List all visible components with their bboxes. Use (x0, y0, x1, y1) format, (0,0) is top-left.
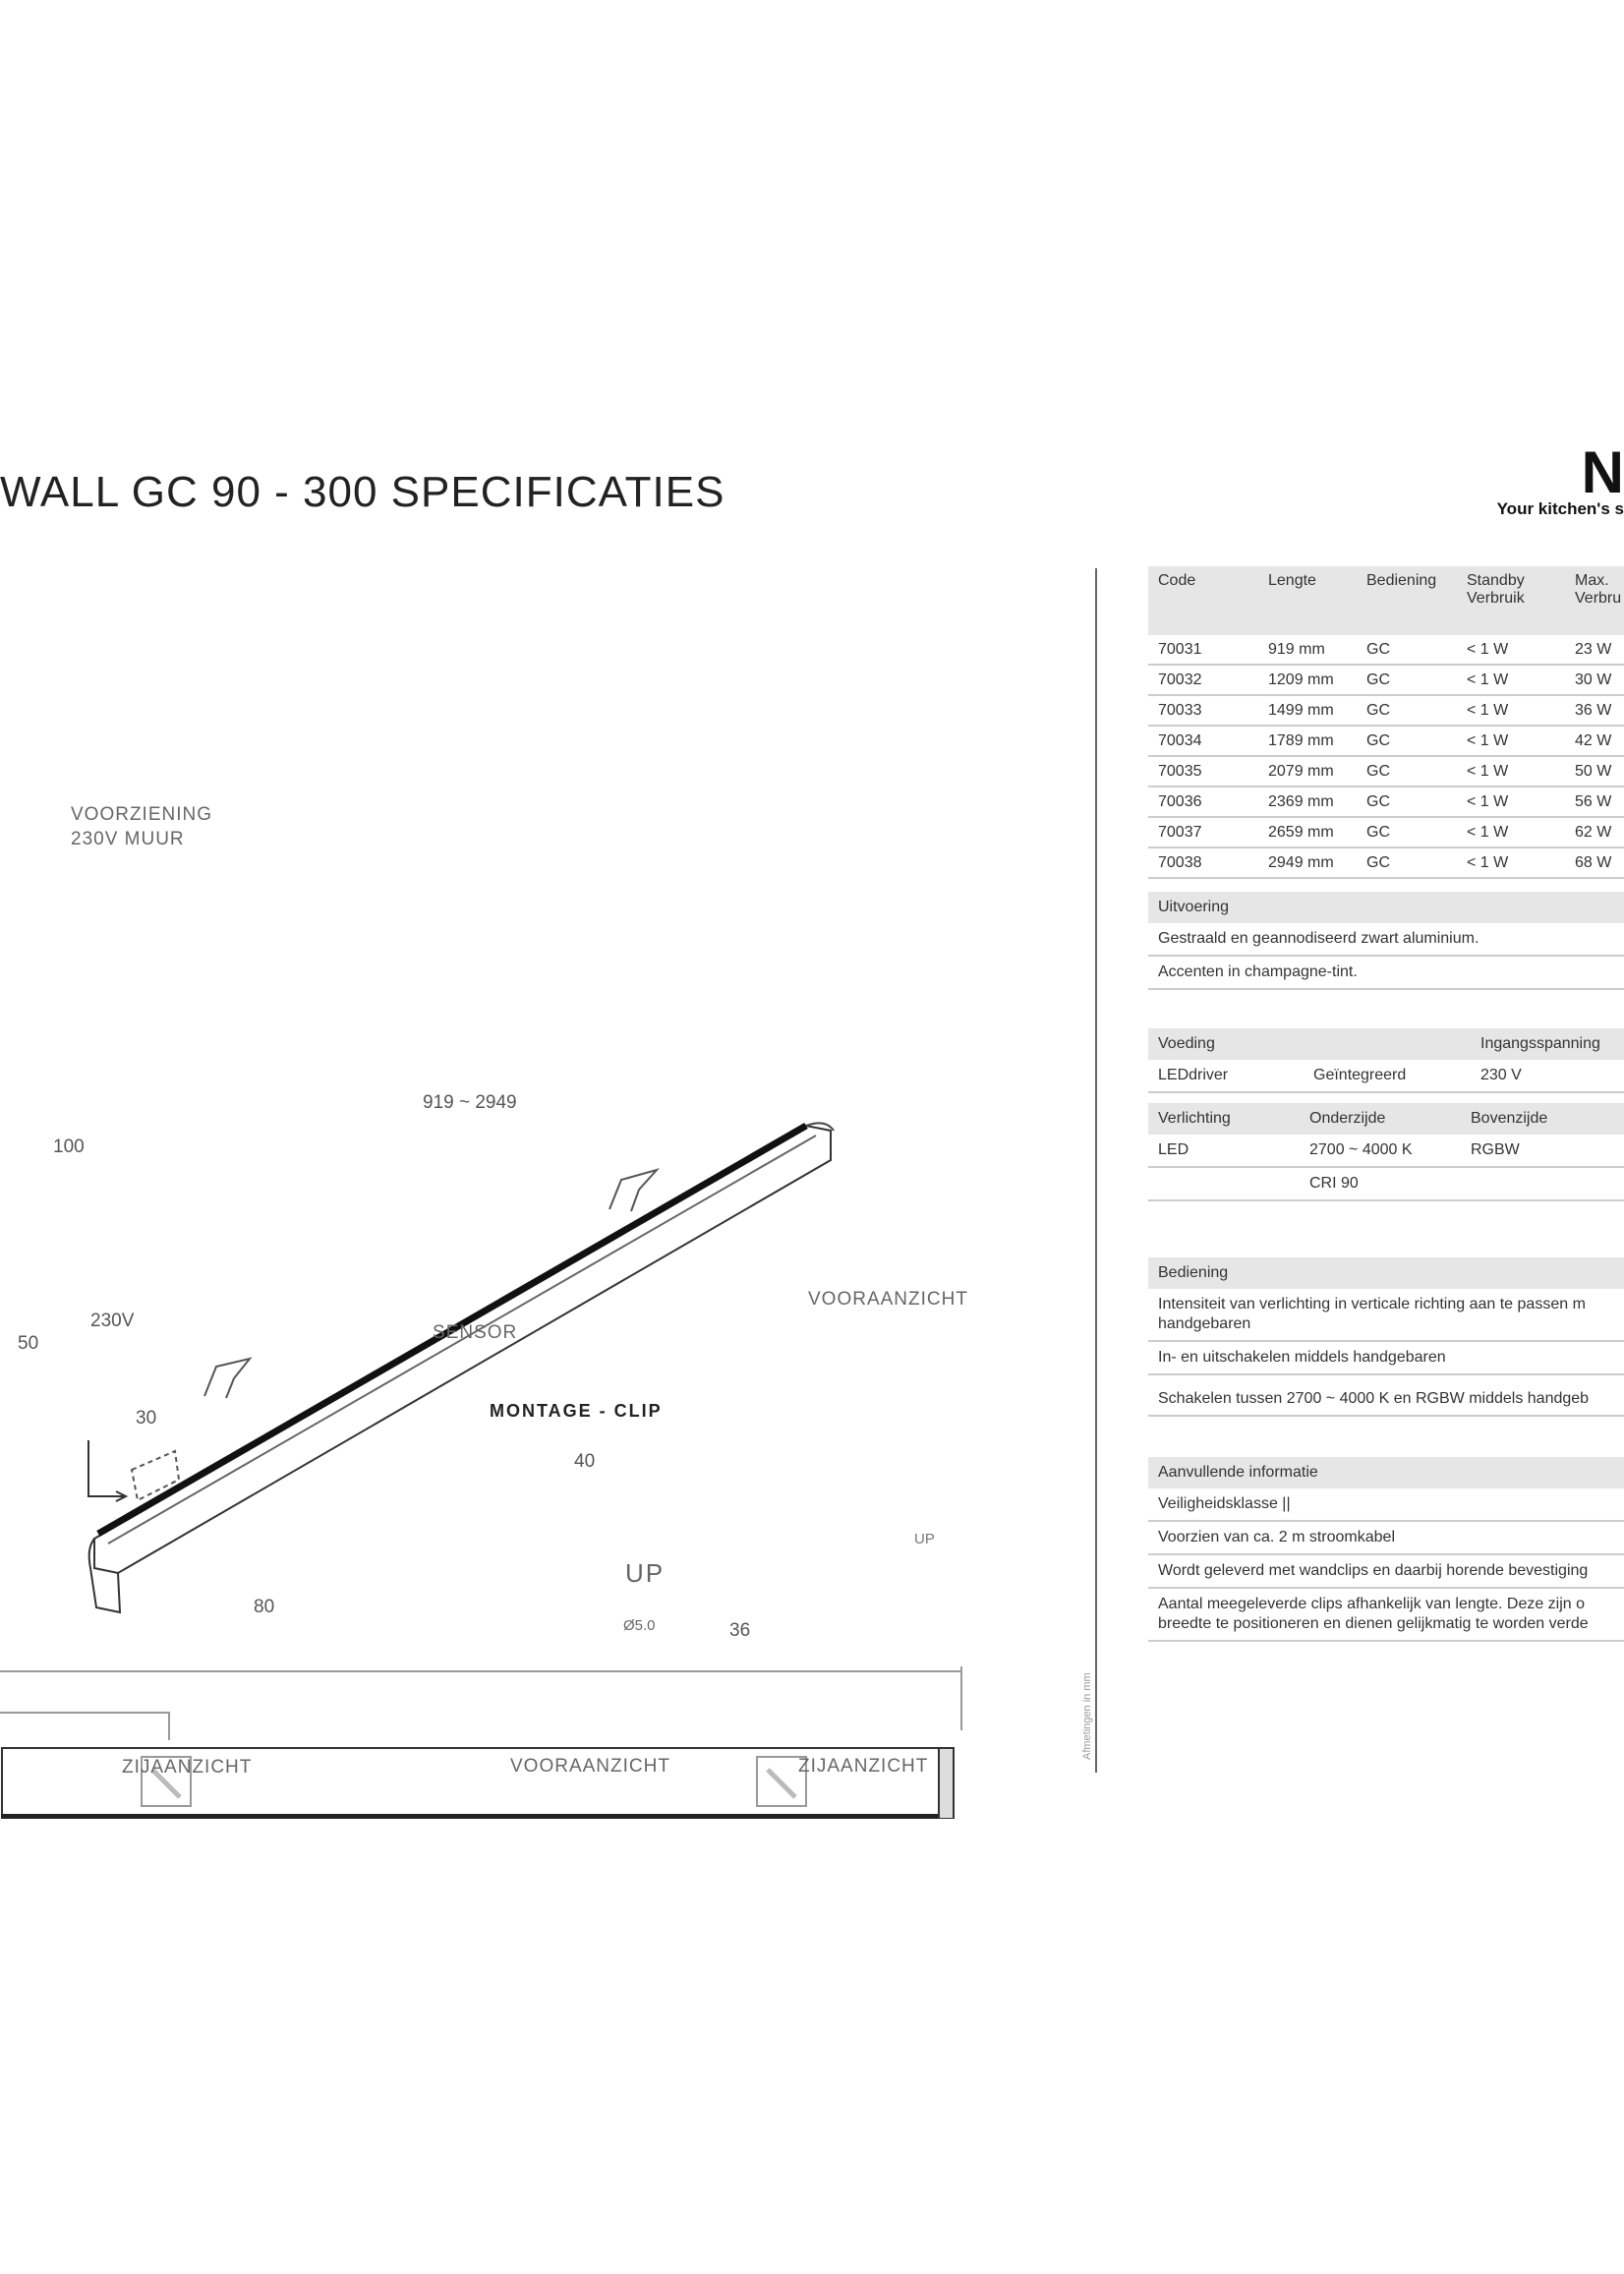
table-row (1148, 787, 1624, 817)
iso-light-bar (89, 1123, 834, 1612)
iso-label-line2: 230V MUUR (71, 829, 185, 849)
spec-table-panel (1148, 566, 1624, 879)
section-row (1148, 1135, 1624, 1168)
table-cell: 2659 mm (1258, 817, 1357, 847)
technical-drawing (0, 551, 983, 1819)
units-note: Afmetingen in mm (1081, 1672, 1093, 1760)
clip-hole-label: Ø5.0 (623, 1617, 656, 1634)
table-cell: 1499 mm (1258, 695, 1357, 726)
table-cell: 70038 (1148, 847, 1258, 878)
table-row (1148, 756, 1624, 787)
cell: 2700 ~ 4000 K (1309, 1141, 1413, 1158)
table-cell: 2369 mm (1258, 787, 1357, 817)
col-header: Code (1148, 566, 1258, 635)
table-cell: 70035 (1148, 756, 1258, 787)
label-side-view: ZIJAANZICHT (122, 1757, 253, 1778)
table-cell: 70031 (1148, 635, 1258, 665)
clip-side-up-label: UP (914, 1531, 935, 1547)
section-row (1148, 1060, 1624, 1093)
section-uitvoering (1148, 892, 1624, 990)
cell: Geïntegreerd (1313, 1067, 1407, 1083)
section-header-verlichting (1148, 1103, 1624, 1135)
table-cell: 56 W (1565, 787, 1624, 817)
table-cell: < 1 W (1457, 665, 1565, 695)
table-cell: < 1 W (1457, 635, 1565, 665)
table-cell: < 1 W (1457, 726, 1565, 756)
table-cell: GC (1357, 847, 1457, 878)
dim-left-offset: 100 (53, 1137, 85, 1157)
section-row: Schakelen tussen 2700 ~ 4000 K en RGBW middels handgeb (1148, 1383, 1624, 1417)
header-cell: Voeding (1158, 1035, 1215, 1052)
section-bediening (1148, 1257, 1624, 1417)
divider-line (1095, 568, 1097, 1773)
dim-bottom-offset: 50 (18, 1333, 39, 1354)
section-row: Accenten in champagne-tint. (1148, 957, 1624, 990)
section-row: Wordt geleverd met wandclips en daarbij horende bevestiging (1148, 1555, 1624, 1589)
table-cell: 70033 (1148, 695, 1258, 726)
table-cell: 70036 (1148, 787, 1258, 817)
cell: LED (1158, 1141, 1189, 1158)
table-cell: 70032 (1148, 665, 1258, 695)
section-header (1148, 1028, 1624, 1060)
spec-table-header (1148, 566, 1624, 635)
table-row (1148, 695, 1624, 726)
table-row (1148, 665, 1624, 695)
label-230v: 230V (90, 1311, 135, 1331)
label-front-view: VOORAANZICHT (808, 1289, 968, 1310)
table-cell: 30 W (1565, 665, 1624, 695)
table-cell: 2079 mm (1258, 756, 1357, 787)
table-cell: GC (1357, 756, 1457, 787)
table-cell: 23 W (1565, 635, 1624, 665)
table-cell: 42 W (1565, 726, 1624, 756)
label-clip-front-view: VOORAANZICHT (510, 1756, 670, 1777)
col-header: Max. Verbru (1565, 566, 1624, 635)
section-header: Bediening (1148, 1257, 1624, 1289)
header-cell: Onderzijde (1309, 1110, 1386, 1127)
brand-logo: N (1581, 439, 1624, 505)
table-row (1148, 817, 1624, 847)
label-clip-side-view: ZIJAANZICHT (798, 1756, 929, 1777)
table-cell: 68 W (1565, 847, 1624, 878)
brand-tagline: Your kitchen's s (1496, 499, 1624, 518)
table-cell: 70037 (1148, 817, 1258, 847)
dim-clip-width: 40 (574, 1451, 596, 1472)
page-title: WALL GC 90 - 300 SPECIFICATIES (0, 468, 725, 516)
table-cell: 50 W (1565, 756, 1624, 787)
spec-table (1148, 566, 1624, 879)
iso-label-line1: VOORZIENING (71, 804, 213, 825)
section-row: Aantal meegeleverde clips afhankelijk van lengte. Deze zijn o breedte te positioneren en dienen gelijkmatig te worden verde (1148, 1589, 1624, 1642)
table-cell: GC (1357, 726, 1457, 756)
col-header: Lengte (1258, 566, 1357, 635)
table-cell: GC (1357, 787, 1457, 817)
table-cell: GC (1357, 665, 1457, 695)
section-row: Veiligheidsklasse || (1148, 1488, 1624, 1522)
col-header: Standby Verbruik (1457, 566, 1565, 635)
dim-total-length: 919 ~ 2949 (423, 1092, 517, 1113)
dim-side-width: 30 (136, 1408, 157, 1429)
cell: LEDdriver (1158, 1067, 1229, 1083)
section-row: Gestraald en geannodiseerd zwart aluminium. (1148, 923, 1624, 957)
section-aanvullend (1148, 1457, 1624, 1642)
clip-up-label: UP (625, 1558, 666, 1588)
label-sensor: SENSOR (433, 1322, 518, 1343)
table-cell: 919 mm (1258, 635, 1357, 665)
table-cell: GC (1357, 695, 1457, 726)
col-header: Bediening (1357, 566, 1457, 635)
table-cell: 62 W (1565, 817, 1624, 847)
section-row: In- en uitschakelen middels handgebaren (1148, 1342, 1624, 1375)
table-cell: 1789 mm (1258, 726, 1357, 756)
header-cell: Bovenzijde (1471, 1110, 1548, 1127)
table-cell: 1209 mm (1258, 665, 1357, 695)
table-cell: < 1 W (1457, 847, 1565, 878)
table-cell: < 1 W (1457, 787, 1565, 817)
table-row (1148, 847, 1624, 878)
section-header: Uitvoering (1148, 892, 1624, 923)
dim-clip-side: 36 (729, 1620, 751, 1641)
table-cell: 36 W (1565, 695, 1624, 726)
cell: 230 V (1480, 1067, 1522, 1083)
section-row: CRI 90 (1148, 1168, 1624, 1201)
dim-side-height: 80 (254, 1597, 275, 1617)
table-row (1148, 635, 1624, 665)
table-cell: < 1 W (1457, 817, 1565, 847)
header-cell: Verlichting (1158, 1110, 1231, 1127)
table-row (1148, 726, 1624, 756)
table-cell: 70034 (1148, 726, 1258, 756)
table-cell: GC (1357, 635, 1457, 665)
table-cell: < 1 W (1457, 756, 1565, 787)
section-row: Voorzien van ca. 2 m stroomkabel (1148, 1522, 1624, 1555)
header-cell: Ingangsspanning (1480, 1035, 1600, 1052)
section-header: Aanvullende informatie (1148, 1457, 1624, 1488)
clip-title: MONTAGE - CLIP (490, 1401, 663, 1421)
table-cell: 2949 mm (1258, 847, 1357, 878)
table-cell: GC (1357, 817, 1457, 847)
section-voeding (1148, 1028, 1624, 1201)
section-row: Intensiteit van verlichting in verticale richting aan te passen m handgebaren (1148, 1289, 1624, 1342)
cell: RGBW (1471, 1141, 1520, 1158)
table-cell: < 1 W (1457, 695, 1565, 726)
